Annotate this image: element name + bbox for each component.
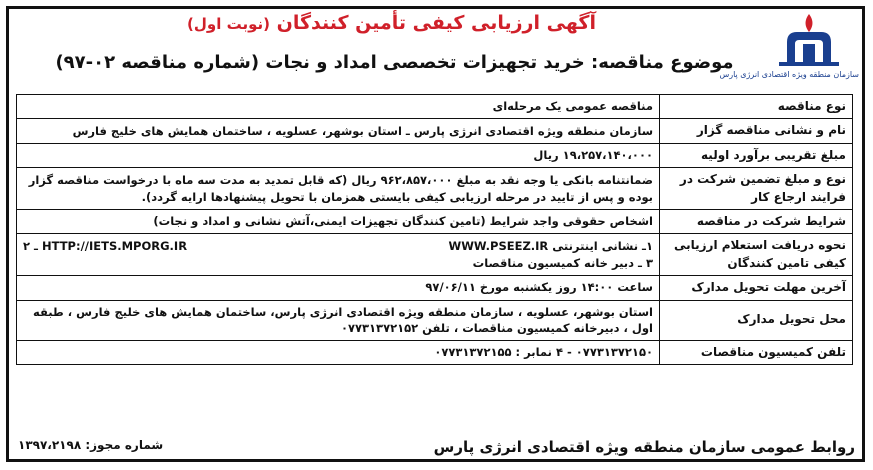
table-row <box>17 340 853 364</box>
table-row <box>17 300 853 340</box>
row-label: آخرین مهلت تحویل مدارک <box>660 276 853 300</box>
row-label: نوع مناقصه <box>660 95 853 119</box>
notice-title-suffix: (نوبت اول) <box>187 15 270 33</box>
tender-info-table <box>16 94 853 365</box>
inquiry-links <box>23 238 653 255</box>
row-value: اشخاص حقوقی واجد شرایط (تامین کنندگان تجهیزات ایمنی،آتش نشانی و امداد و نجات) <box>17 209 660 233</box>
logo-caption: سازمان منطقه ویژه اقتصادی انرژی پارس <box>719 70 859 79</box>
row-label: نام و نشانی مناقصه گزار <box>660 119 853 143</box>
tender-subject: موضوع مناقصه: خرید تجهیزات تخصصی امداد و نجات (شماره مناقصه ۰۲-۹۷) <box>55 52 734 73</box>
row-value: ۰۷۷۳۱۳۷۲۱۵۰ - ۴ نمابر : ۰۷۷۳۱۳۷۲۱۵۵ <box>17 340 660 364</box>
notice-footer <box>18 438 855 456</box>
inquiry-methods <box>17 234 660 276</box>
row-value: ساعت ۱۴:۰۰ روز یکشنبه مورخ ۹۷/۰۶/۱۱ <box>17 276 660 300</box>
row-label: محل تحویل مدارک <box>660 300 853 340</box>
row-label: نوع و مبلغ تضمین شرکت در فرایند ارجاع کار <box>660 168 853 210</box>
table-row <box>17 95 853 119</box>
website-link-pseez[interactable]: ۱ـ نشانی اینترنتی WWW.PSEEZ.IR <box>448 239 653 254</box>
row-label: مبلغ تقریبی برآورد اولیه <box>660 143 853 167</box>
row-label: شرایط شرکت در مناقصه <box>660 209 853 233</box>
permit-number: شماره مجوز: ۱۳۹۷،۲۱۹۸ <box>18 438 164 452</box>
notice-title-text: آگهی ارزیابی کیفی تأمین کنندگان <box>276 12 596 34</box>
row-value: استان بوشهر، عسلویه ، سازمان منطقه ویژه اقتصادی انرژی پارس، ساختمان همایش های خلیج فارس ، طبقه اول ، دبیرخانه کمیسیون مناقصات ، تلفن ۰۷۷۳۱۳۷۲۱۵۲ <box>17 300 660 340</box>
table-row <box>17 168 853 210</box>
row-value: ضمانتنامه بانکی یا وجه نقد به مبلغ ۹۶۲،۸۵۷،۰۰۰ ریال (که قابل تمدید به مدت سه ماه با درخواست مناقصه گزار بوده و پس از تایید در مرحله ارزیابی کیفی بایستی همزمان با تحویل پیشنهادها ارایه گردد). <box>17 168 660 210</box>
publisher-text: روابط عمومی سازمان منطقه ویژه اقتصادی انرژی پارس <box>433 438 855 456</box>
row-value: سازمان منطقه ویژه اقتصادی انرژی پارس ـ استان بوشهر، عسلویه ، ساختمان همایش های خلیج فارس <box>17 119 660 143</box>
row-label: تلفن کمیسیون مناقصات <box>660 340 853 364</box>
notice-title <box>40 12 743 34</box>
row-value: مناقصه عمومی یک مرحله‌ای <box>17 95 660 119</box>
row-label: نحوه دریافت استعلام ارزیابی کیفی تامین کنندگان <box>660 234 853 276</box>
table-row <box>17 143 853 167</box>
organization-logo <box>719 10 859 88</box>
table-row <box>17 276 853 300</box>
table-row <box>17 119 853 143</box>
website-link-iets[interactable]: ۲ ـ HTTP://IETS.MPORG.IR <box>23 239 188 254</box>
row-value: ۱۹،۲۵۷،۱۴۰،۰۰۰ ریال <box>17 143 660 167</box>
table-row <box>17 234 853 276</box>
table-row <box>17 209 853 233</box>
secretariat-option: ۳ ـ دبیر خانه کمیسیون مناقصات <box>472 255 653 270</box>
pars-logo-icon <box>773 10 845 68</box>
